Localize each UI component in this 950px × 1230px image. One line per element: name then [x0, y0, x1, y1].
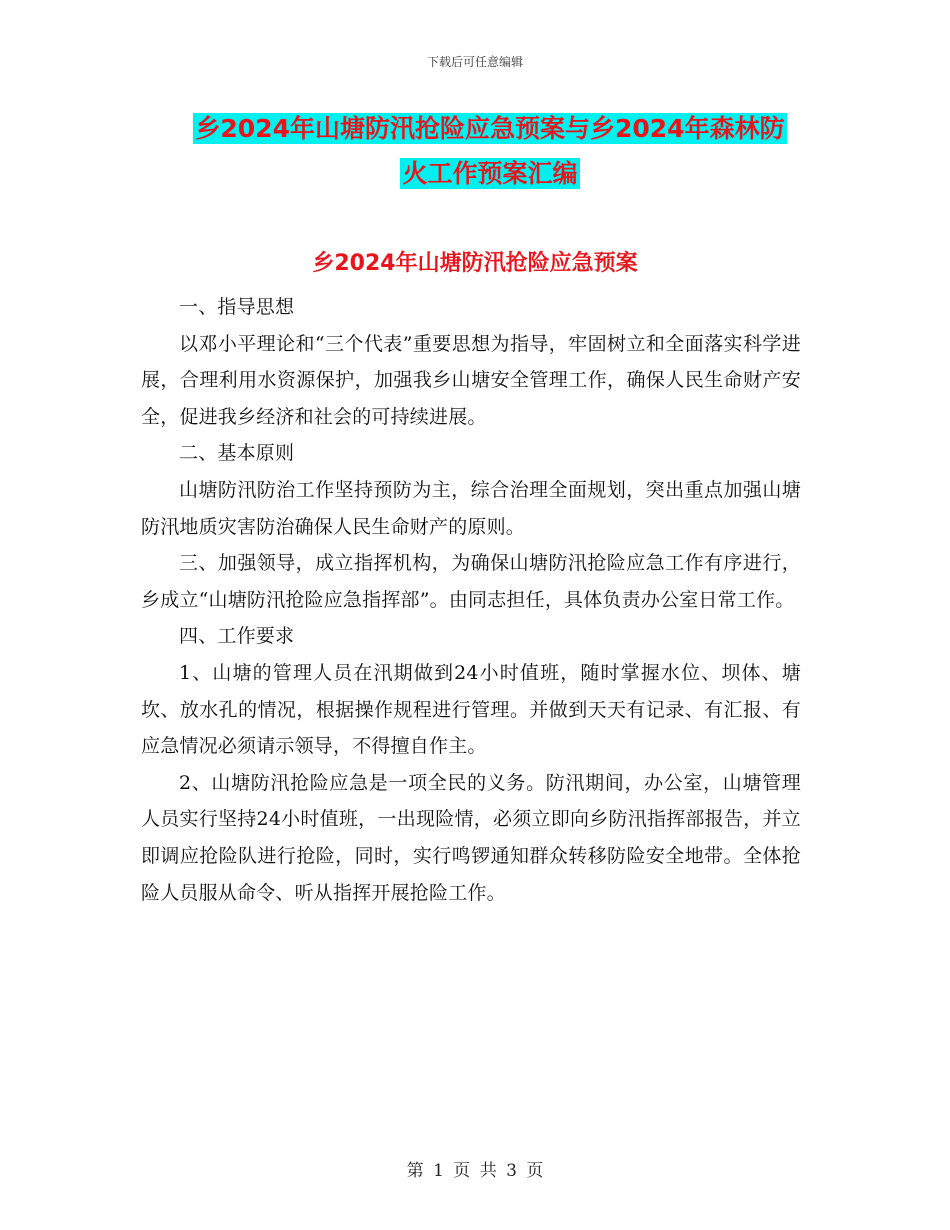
paragraph-leadership: 三、加强领导，成立指挥机构，为确保山塘防汛抢险应急工作有序进行，乡成立“山塘防汛抢险应急指挥部”。由同志担任，具体负责办公室日常工作。: [141, 552, 801, 611]
paragraph-requirement-1: 1、山塘的管理人员在汛期做到24小时值班，随时掌握水位、坝体、塘坎、放水孔的情况，根据操作规程进行管理。并做到天天有记录、有汇报、有应急情况必须请示领导，不得擅自作主。: [141, 661, 801, 758]
document-title-line1: 乡2024年山塘防汛抢险应急预案与乡2024年森林防: [195, 114, 785, 143]
header-note: 下载后可任意编辑: [426, 55, 523, 69]
heading-work-requirements: 四、工作要求: [179, 625, 295, 648]
paragraph-basic-principles: 山塘防汛防治工作坚持预防为主，综合治理全面规划，突出重点加强山塘防汛地质灾害防治确保人民生命财产的原则。: [141, 478, 801, 538]
document-title-line2: 火工作预案汇编: [402, 159, 578, 188]
section-title: 乡2024年山塘防汛抢险应急预案: [312, 251, 638, 276]
paragraph-guiding-ideology: 以邓小平理论和“三个代表”重要思想为指导，牢固树立和全面落实科学进展，合理利用水资源保护，加强我乡山塘安全管理工作，确保人民生命财产安全，促进我乡经济和社会的可持续进展。: [141, 332, 801, 428]
paragraph-requirement-2: 2、山塘防汛抢险应急是一项全民的义务。防汛期间，办公室，山塘管理人员实行坚持24小时值班，一出现险情，必须立即向乡防汛指挥部报告，并立即调应抢险队进行抢险，同时，实行鸣锣通知群众转移防险安全地带。全体抢险人员服从命令、听从指挥开展抢险工作。: [141, 771, 801, 904]
heading-basic-principles: 二、基本原则: [179, 442, 295, 465]
heading-guiding-ideology: 一、指导思想: [179, 296, 295, 318]
document-title: [140, 106, 840, 196]
page-footer: 第 1 页 共 3 页: [406, 1161, 544, 1181]
document-body: [141, 289, 801, 911]
